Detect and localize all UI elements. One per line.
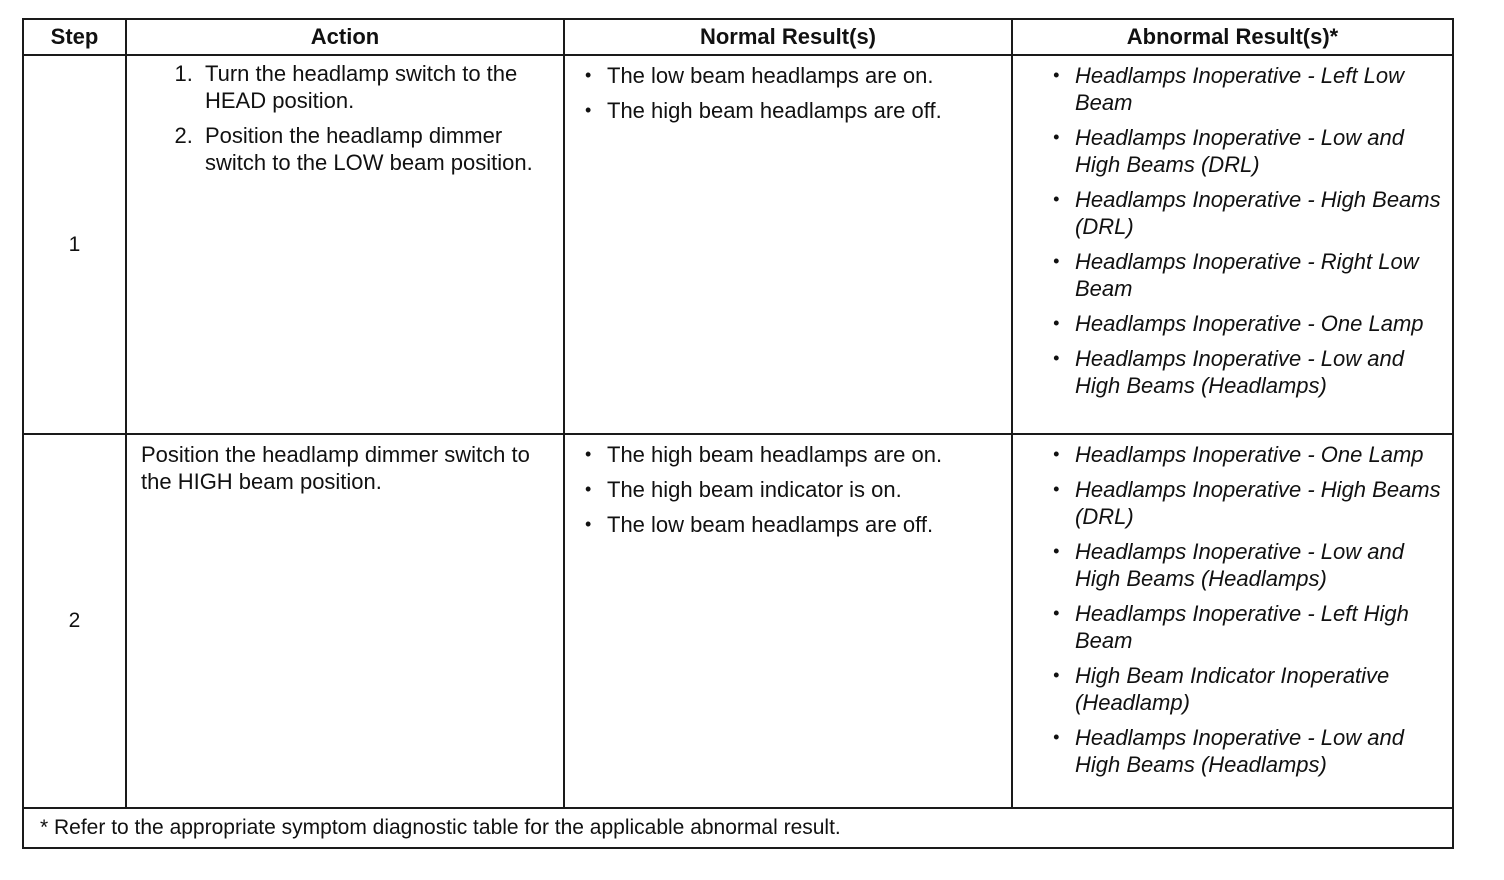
step-number: 2 bbox=[23, 434, 126, 808]
abnormal-result-item: • Headlamps Inoperative - Right Low Beam bbox=[1075, 248, 1442, 302]
abnormal-result-item: • Headlamps Inoperative - One Lamp bbox=[1075, 441, 1442, 468]
normal-result-item: • The low beam headlamps are off. bbox=[607, 511, 1005, 538]
table-row bbox=[23, 434, 1453, 808]
header-step: Step bbox=[23, 19, 126, 55]
action-item: 1. Turn the headlamp switch to the HEAD position. bbox=[199, 60, 553, 114]
abnormal-result-item: • Headlamps Inoperative - Low and High Beams (DRL) bbox=[1075, 124, 1442, 178]
abnormal-result-item: • Headlamps Inoperative - High Beams (DRL) bbox=[1075, 476, 1442, 530]
normal-results-cell bbox=[564, 434, 1012, 808]
abnormal-results-cell bbox=[1012, 55, 1453, 434]
action-list bbox=[127, 60, 563, 176]
normal-result-item: • The high beam indicator is on. bbox=[607, 476, 1005, 503]
abnormal-result-item: • Headlamps Inoperative - Low and High Beams (Headlamps) bbox=[1075, 538, 1442, 592]
abnormal-result-item: • Headlamps Inoperative - Left Low Beam bbox=[1075, 62, 1442, 116]
header-normal-results: Normal Result(s) bbox=[564, 19, 1012, 55]
normal-results-list bbox=[565, 441, 1011, 538]
normal-results-cell bbox=[564, 55, 1012, 434]
header-abnormal-results: Abnormal Result(s)* bbox=[1012, 19, 1453, 55]
normal-result-item: • The low beam headlamps are on. bbox=[607, 62, 1005, 89]
footnote-row bbox=[23, 808, 1453, 848]
abnormal-result-item: • Headlamps Inoperative - Low and High Beams (Headlamps) bbox=[1075, 345, 1442, 399]
step-number: 1 bbox=[23, 55, 126, 434]
abnormal-result-item: • Headlamps Inoperative - One Lamp bbox=[1075, 310, 1442, 337]
table-row bbox=[23, 55, 1453, 434]
abnormal-result-item: • Headlamps Inoperative - High Beams (DRL) bbox=[1075, 186, 1442, 240]
action-item: 2. Position the headlamp dimmer switch to the LOW beam position. bbox=[199, 122, 553, 176]
abnormal-result-item: • Headlamps Inoperative - Left High Beam bbox=[1075, 600, 1442, 654]
footnote: * Refer to the appropriate symptom diagnostic table for the applicable abnormal result. bbox=[23, 808, 1453, 848]
abnormal-results-list bbox=[1013, 441, 1452, 778]
normal-results-list bbox=[565, 62, 1011, 124]
action-text: Position the headlamp dimmer switch to the HIGH beam position. bbox=[141, 442, 530, 494]
action-cell bbox=[126, 434, 564, 808]
abnormal-results-list bbox=[1013, 62, 1452, 399]
normal-result-item: • The high beam headlamps are off. bbox=[607, 97, 1005, 124]
header-row bbox=[23, 19, 1453, 55]
abnormal-results-cell bbox=[1012, 434, 1453, 808]
header-action: Action bbox=[126, 19, 564, 55]
abnormal-result-item: • Headlamps Inoperative - Low and High Beams (Headlamps) bbox=[1075, 724, 1442, 778]
abnormal-result-item: • High Beam Indicator Inoperative (Headlamp) bbox=[1075, 662, 1442, 716]
action-cell bbox=[126, 55, 564, 434]
diagnostic-table bbox=[22, 18, 1454, 849]
normal-result-item: • The high beam headlamps are on. bbox=[607, 441, 1005, 468]
